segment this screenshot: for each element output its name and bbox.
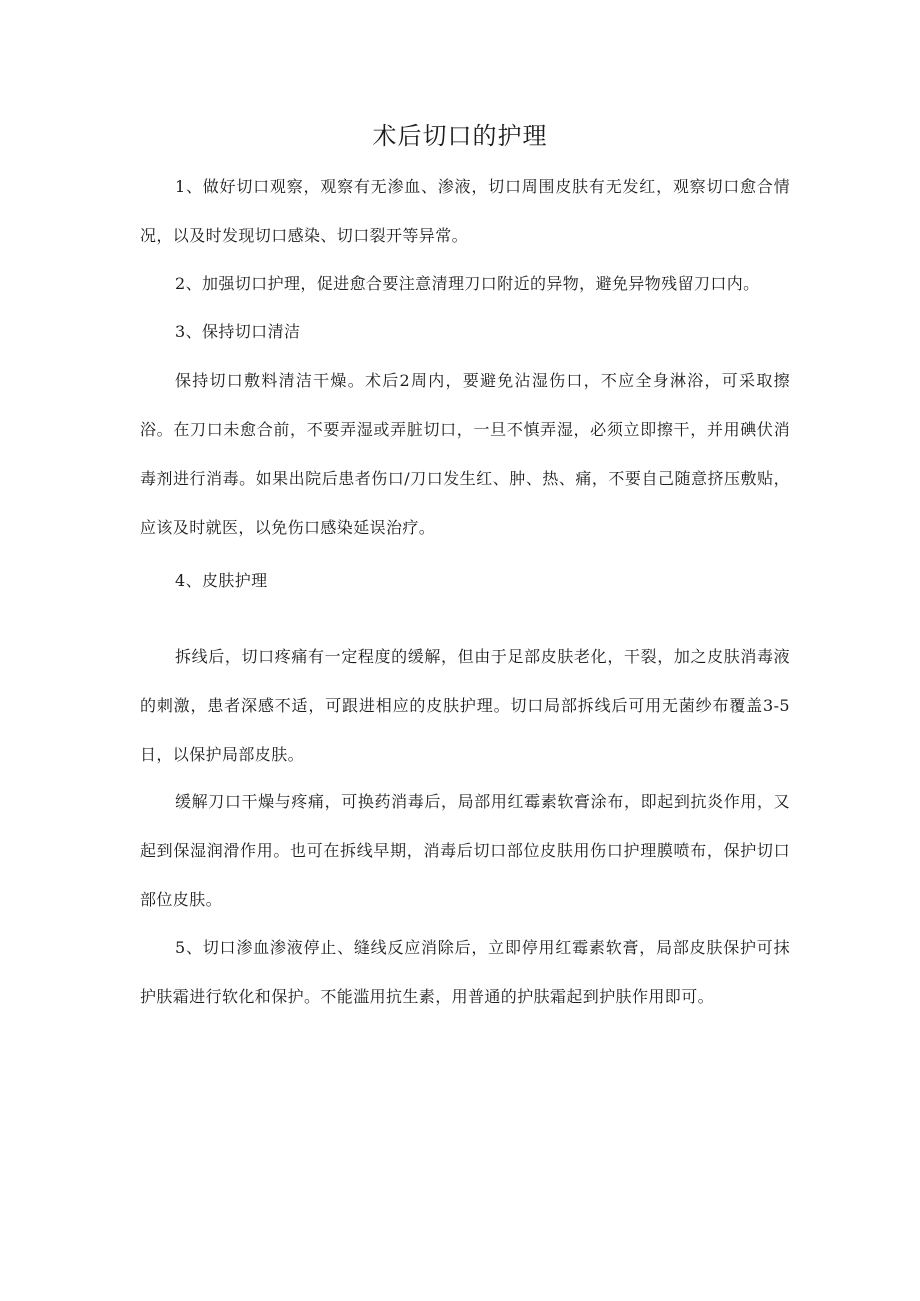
paragraph-1-observation: 1、做好切口观察，观察有无渗血、渗液，切口周围皮肤有无发红，观察切口愈合情况，以及时发现切口感染、切口裂开等异常。: [140, 177, 790, 245]
paragraph-4-skin: 拆线后，切口疼痛有一定程度的缓解，但由于足部皮肤老化，干裂，加之皮肤消毒液的刺激，患者深感不适，可跟进相应的皮肤护理。切口局部拆线后可用无菌纱布覆盖3-5日，以保护局部皮肤。: [140, 647, 790, 764]
paragraph-2-care: 2、加强切口护理，促进愈合要注意清理刀口附近的异物，避免异物残留刀口内。: [175, 274, 760, 293]
document-title: 术后切口的护理: [372, 122, 548, 150]
paragraph-4-relief: 缓解刀口干燥与疼痛，可换药消毒后，局部用红霉素软膏涂布，即起到抗炎作用，又起到保湿润滑作用。也可在拆线早期，消毒后切口部位皮肤用伤口护理膜喷布，保护切口部位皮肤。: [140, 792, 790, 909]
paragraph-5-stop: 5、切口渗血渗液停止、缝线反应消除后，立即停用红霉素软膏，局部皮肤保护可抹护肤霜进行软化和保护。不能滥用抗生素，用普通的护肤霜起到护肤作用即可。: [140, 938, 790, 1006]
section-heading-3: 3、保持切口清洁: [175, 322, 301, 341]
paragraph-3-clean: 保持切口敷料清洁干燥。术后2周内，要避免沾湿伤口，不应全身淋浴，可采取擦浴。在刀口未愈合前，不要弄湿或弄脏切口，一旦不慎弄湿，必须立即擦干，并用碘伏消毒剂进行消毒。如果出院后患者伤口/刀口发生红、肿、热、痛，不要自己随意挤压敷贴，应该及时就医，以免伤口感染延误治疗。: [140, 371, 790, 537]
section-heading-4: 4、皮肤护理: [175, 571, 268, 590]
